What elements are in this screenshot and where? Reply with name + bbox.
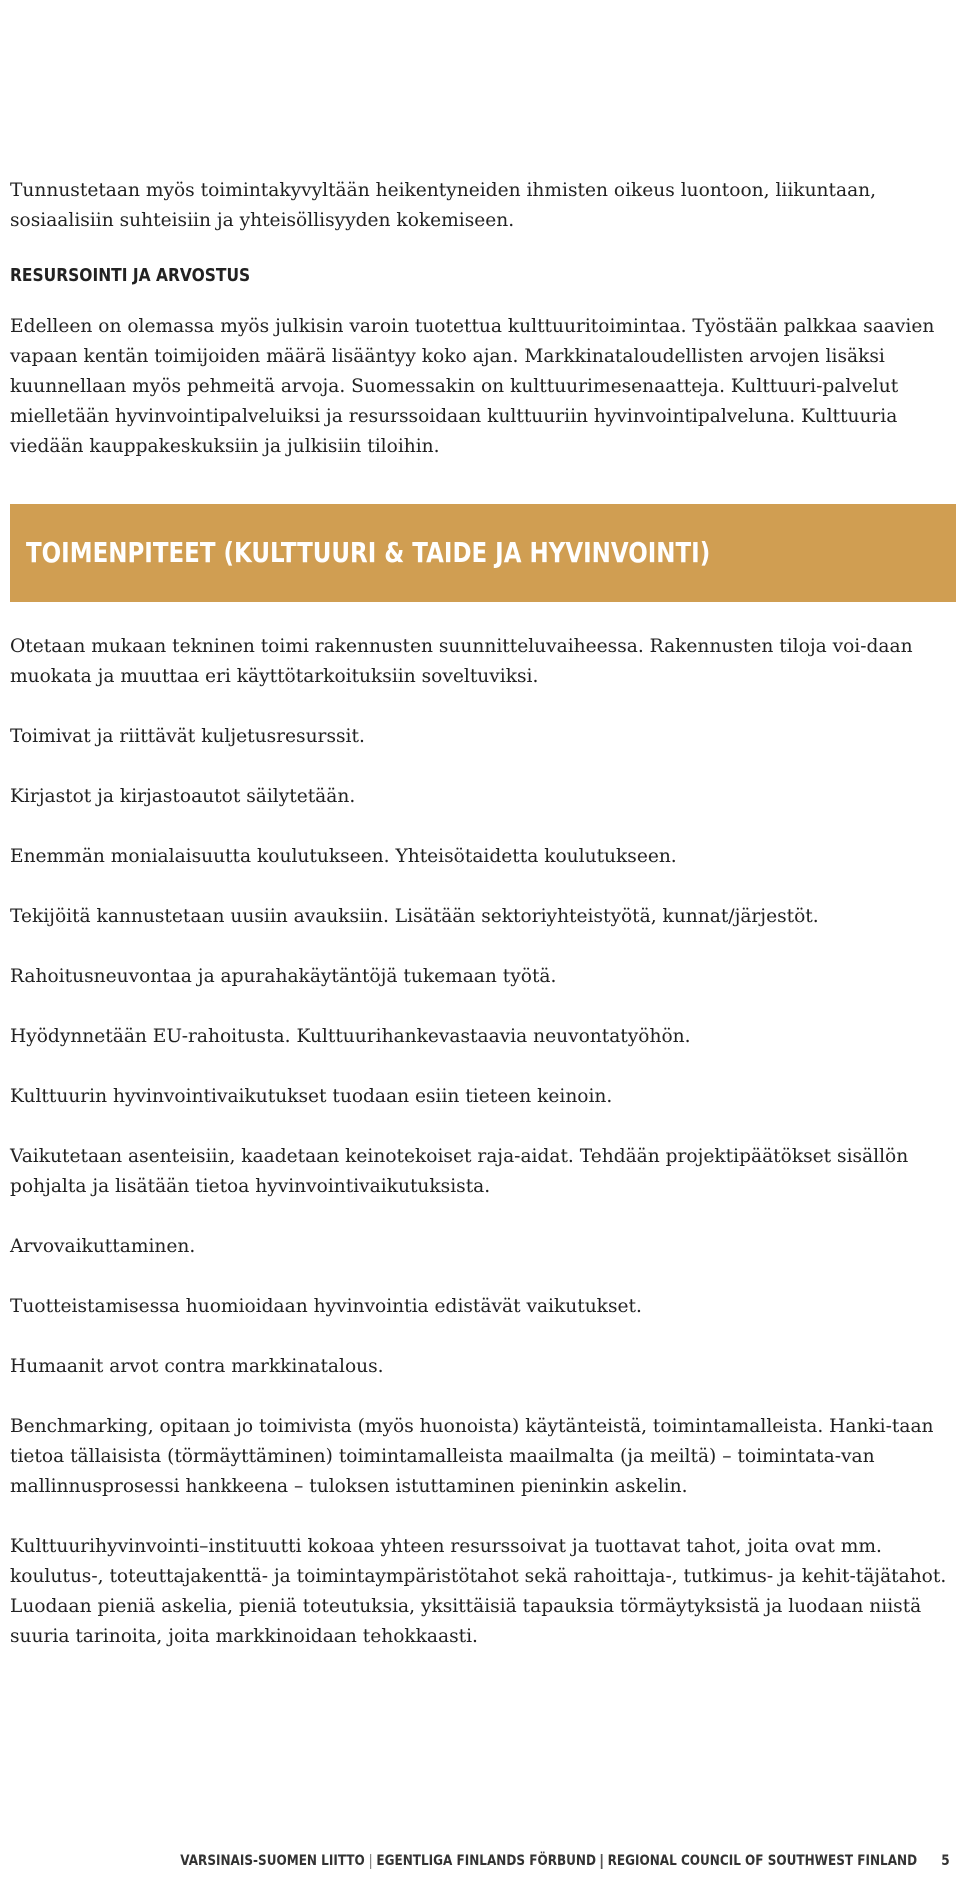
measure-item: Otetaan mukaan tekninen toimi rakennusten suunnitteluvaiheessa. Rakennusten tiloja voi-daan muokata ja muuttaa eri käyttötarkoituksiin soveltuviksi. xyxy=(10,636,913,687)
measures-list xyxy=(10,632,952,1682)
footer-content xyxy=(181,1853,950,1869)
measure-item: Enemmän monialaisuutta koulutukseen. Yhteisötaidetta koulutukseen. xyxy=(10,846,677,867)
measure-item: Kulttuurihyvinvointi–instituutti kokoaa yhteen resurssoivat ja tuottavat tahot, joita ovat mm. koulutus-, toteuttajakenttä- ja toimintaympäristötahot sekä rahoittaja-, tutkimus- ja kehit-täjätahot. Luodaan pieniä askelia, pieniä toteutuksia, yksittäisiä tapauksia törmäytyksistä ja luodaan niistä suuria tarinoita, joita markkinoidaan tehokkaasti. xyxy=(10,1536,947,1647)
footer-org-sv: EGENTLIGA FINLANDS FÖRBUND xyxy=(376,1853,597,1869)
measure-item: Humaanit arvot contra markkinatalous. xyxy=(10,1356,384,1377)
measure-item: Benchmarking, opitaan jo toimivista (myös huonoista) käytänteistä, toimintamalleista. Hanki-taan tietoa tällaisista (törmäyttäminen) toimintamalleista maailmalta (ja meiltä) – toimintata-van mallinnusprosessi hankkeena – tuloksen istuttaminen pieninkin askelin. xyxy=(10,1416,934,1497)
measure-item: Tuotteistamisessa huomioidaan hyvinvointia edistävät vaikutukset. xyxy=(10,1296,642,1317)
page-footer xyxy=(0,1853,960,1875)
footer-org-en: REGIONAL COUNCIL OF SOUTHWEST FINLAND xyxy=(608,1853,918,1869)
intro-paragraph: Tunnustetaan myös toimintakyvyltään heikentyneiden ihmisten oikeus luontoon, liikuntaan, sosiaalisiin suhteisiin ja yhteisöllisyyden kokemiseen. xyxy=(10,180,877,231)
footer-separator xyxy=(602,1854,603,1869)
measure-item: Hyödynnetään EU-rahoitusta. Kulttuurihankevastaavia neuvontatyöhön. xyxy=(10,1026,691,1047)
measure-item: Kirjastot ja kirjastoautot säilytetään. xyxy=(10,786,356,807)
footer-separator xyxy=(370,1854,371,1869)
measure-item: Toimivat ja riittävät kuljetusresurssit. xyxy=(10,726,365,747)
measure-item: Rahoitusneuvontaa ja apurahakäytäntöjä tukemaan työtä. xyxy=(10,966,557,987)
page-number: 5 xyxy=(941,1853,950,1869)
section-banner xyxy=(10,504,956,602)
measure-item: Tekijöitä kannustetaan uusiin avauksiin. Lisätään sektoriyhteistyötä, kunnat/järjestöt. xyxy=(10,906,819,927)
footer-org-fi: VARSINAIS-SUOMEN LIITTO xyxy=(180,1853,366,1869)
section-banner-title: TOIMENPITEET (KULTTUURI & TAIDE JA HYVINVOINTI) xyxy=(26,536,711,569)
resourcing-paragraph: Edelleen on olemassa myös julkisin varoin tuotettua kulttuuritoimintaa. Työstään palkkaa saavien vapaan kentän toimijoiden määrä lisääntyy koko ajan. Markkinataloudellisten arvojen lisäksi kuunnellaan myös pehmeitä arvoja. Suomessakin on kulttuurimesenaatteja. Kulttuuri-palvelut mielletään hyvinvointipalveluiksi ja resurssoidaan kulttuuriin hyvinvointipalveluna. Kulttuuria viedään kauppakeskuksiin ja julkisiin tiloihin. xyxy=(10,316,935,457)
measure-item: Kulttuurin hyvinvointivaikutukset tuodaan esiin tieteen keinoin. xyxy=(10,1086,613,1107)
measure-item: Arvovaikuttaminen. xyxy=(10,1236,196,1257)
top-section xyxy=(10,176,952,462)
resourcing-heading: RESURSOINTI JA ARVOSTUS xyxy=(10,265,251,286)
measure-item: Vaikutetaan asenteisiin, kaadetaan keinotekoiset raja-aidat. Tehdään projektipäätökset sisällön pohjalta ja lisätään tietoa hyvinvointivaikutuksista. xyxy=(10,1146,909,1197)
